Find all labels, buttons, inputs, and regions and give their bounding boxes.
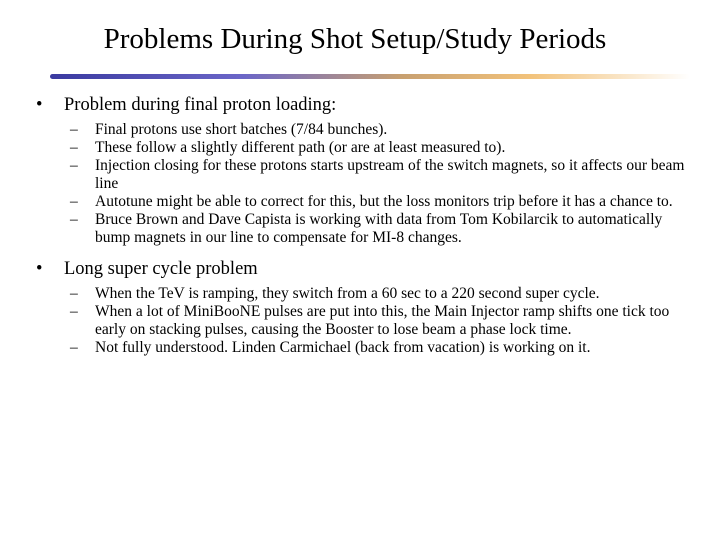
sub-item-text: Bruce Brown and Dave Capista is working with data from Tom Kobilarcik to automatically bump magnets in our line to compensate for MI-8 changes. <box>95 211 663 246</box>
bullet-super-cycle <box>36 257 696 281</box>
slide-title: Problems During Shot Setup/Study Periods <box>103 23 607 55</box>
sub-list-proton-loading <box>36 121 696 247</box>
sub-item-text: Not fully understood. Linden Carmichael (back from vacation) is working on it. <box>95 339 591 356</box>
dash-mark: – <box>70 121 78 138</box>
sub-item-text: When a lot of MiniBooNE pulses are put into this, the Main Injector ramp shifts one tick too early on stacking pulses, causing the Booster to lose beam a phase lock time. <box>95 303 670 338</box>
bullet-proton-loading <box>36 93 696 117</box>
bullet-heading: Long super cycle problem <box>64 259 258 279</box>
dash-mark: – <box>70 285 78 302</box>
title-underline <box>50 74 690 79</box>
dash-mark: – <box>70 139 78 156</box>
dash-mark: – <box>70 211 78 228</box>
sub-item <box>36 193 696 211</box>
sub-item-text: Injection closing for these protons starts upstream of the switch magnets, so it affects our beam line <box>95 157 685 192</box>
sub-item <box>36 211 696 247</box>
sub-item-text: When the TeV is ramping, they switch from a 60 sec to a 220 second super cycle. <box>95 285 600 302</box>
sub-item <box>36 157 696 193</box>
sub-item-text: Final protons use short batches (7/84 bunches). <box>95 121 388 138</box>
bullet-mark: • <box>36 95 43 115</box>
dash-mark: – <box>70 157 78 174</box>
sub-item <box>36 303 696 339</box>
sub-item <box>36 285 696 303</box>
bullet-heading: Problem during final proton loading: <box>64 95 337 115</box>
dash-mark: – <box>70 303 78 320</box>
slide-content <box>36 93 696 367</box>
dash-mark: – <box>70 193 78 210</box>
sub-item <box>36 339 696 357</box>
sub-list-super-cycle <box>36 285 696 357</box>
sub-item-text: These follow a slightly different path (or are at least measured to). <box>95 139 506 156</box>
sub-item <box>36 139 696 157</box>
dash-mark: – <box>70 339 78 356</box>
sub-item-text: Autotune might be able to correct for this, but the loss monitors trip before it has a chance to. <box>95 193 673 210</box>
sub-item <box>36 121 696 139</box>
bullet-mark: • <box>36 259 43 279</box>
